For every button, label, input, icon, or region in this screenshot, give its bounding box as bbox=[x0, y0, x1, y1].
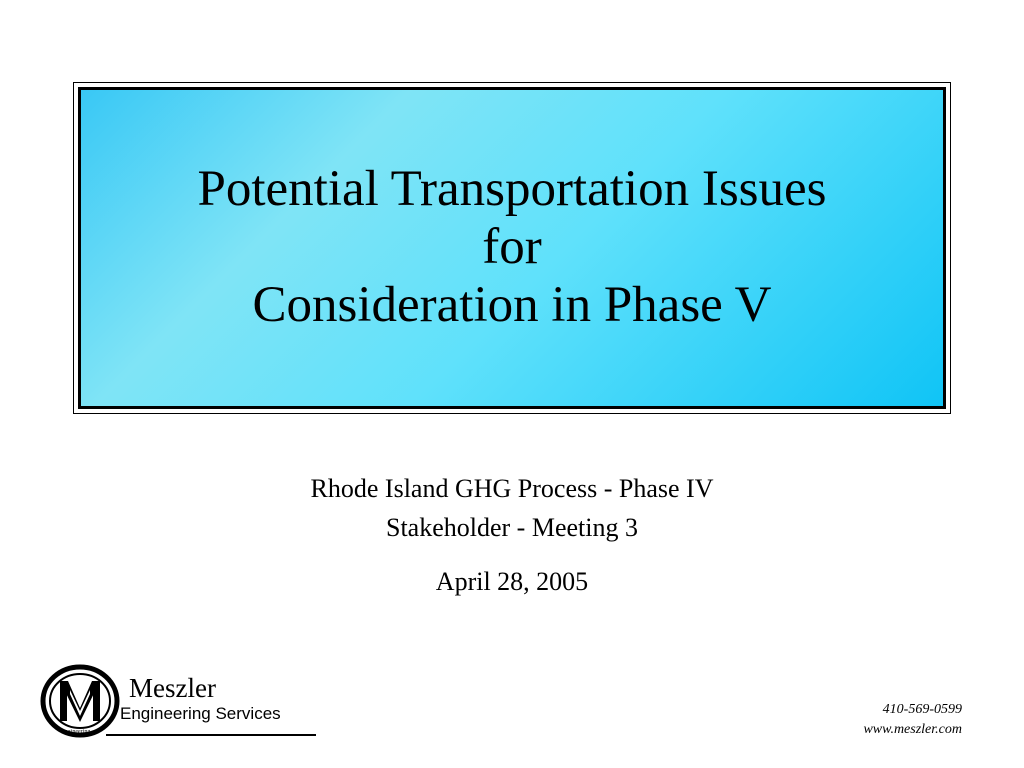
logo-small-text: engineering bbox=[62, 729, 91, 735]
contact-phone: 410-569-0599 bbox=[882, 702, 962, 717]
contact-info bbox=[863, 700, 962, 740]
logo-underline bbox=[106, 734, 316, 736]
subtitle-date: April 28, 2005 bbox=[435, 567, 589, 596]
logo-name: Meszler bbox=[129, 673, 216, 703]
subtitle-line-1: Rhode Island GHG Process - Phase IV bbox=[310, 474, 714, 503]
subtitle-line-2: Stakeholder - Meeting 3 bbox=[386, 513, 638, 542]
contact-website: www.meszler.com bbox=[863, 722, 962, 737]
title-text-group bbox=[197, 160, 826, 334]
title-line-2: for bbox=[482, 219, 542, 275]
title-line-1: Potential Transportation Issues bbox=[197, 161, 827, 217]
company-logo bbox=[40, 664, 320, 740]
title-box-inner bbox=[78, 87, 946, 409]
title-line-3: Consideration in Phase V bbox=[252, 277, 772, 333]
logo-tagline: Engineering Services bbox=[120, 704, 281, 723]
title-box bbox=[73, 82, 951, 414]
